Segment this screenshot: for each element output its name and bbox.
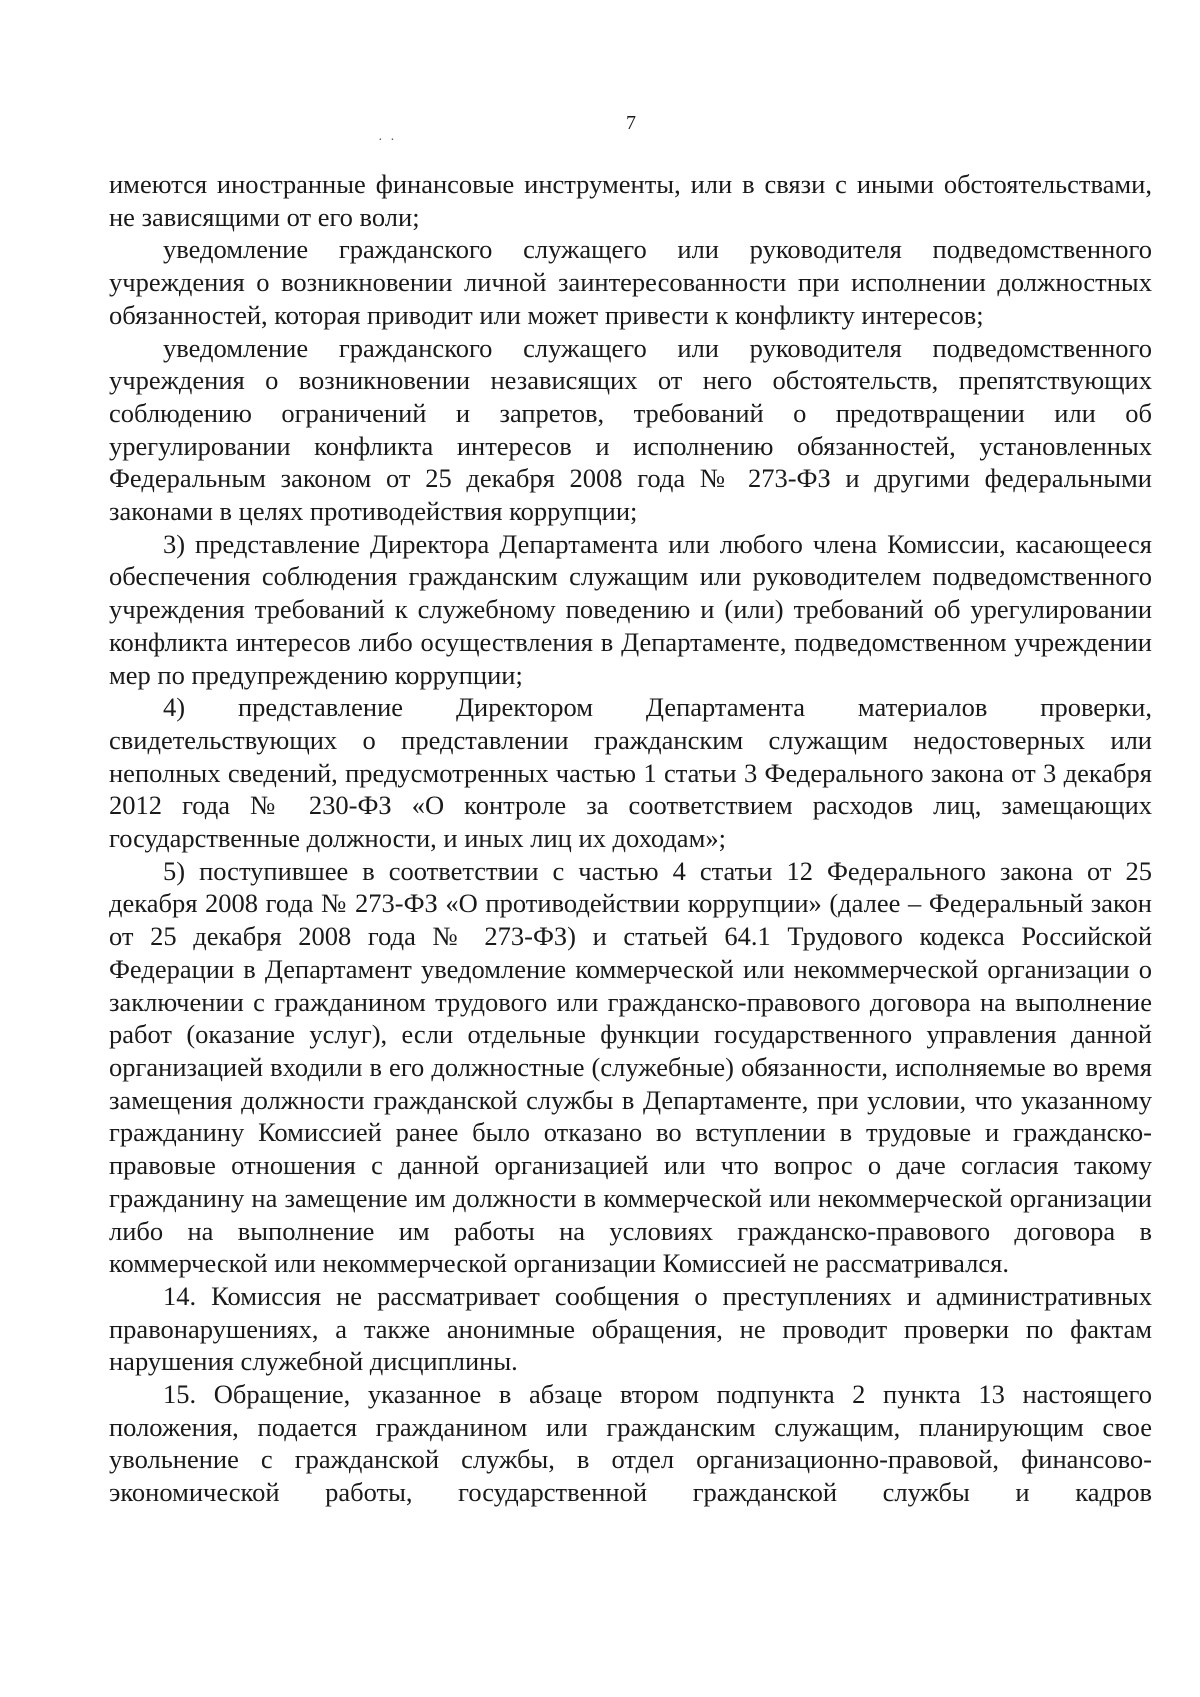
paragraph-notice-circumstances: уведомление гражданского служащего или руководителя подведомственного учреждения о возникновении независящих от него обстоятельств, препятствующих соблюдению ограничений и запретов, требований о предотвращении или об урегулировании конфликта интересов и исполнению обязанностей, установленных Федеральным законом от 25 декабря 2008 года № 273-ФЗ и другими федеральными законами в целях противодействия коррупции;: [109, 332, 1152, 527]
paragraph-item-4: 4) представление Директором Департамента материалов проверки, свидетельствующих о представлении гражданским служащим недостоверных или неполных сведений, предусмотренных частью 1 статьи 3 Федерального закона от 3 декабря 2012 года № 230-ФЗ «О контроле за соответствием расходов лиц, замещающих государственные должности, и иных лиц их доходам»;: [109, 692, 1152, 854]
paragraph-14: 14. Комиссия не рассматривает сообщения о преступлениях и административных правонарушениях, а также анонимные обращения, не проводит проверки по фактам нарушения служебной дисциплины.: [109, 1280, 1152, 1377]
paragraph-notice-personal-interest: уведомление гражданского служащего или руководителя подведомственного учреждения о возникновении личной заинтересованности при исполнении должностных обязанностей, которая приводит или может привести к конфликту интересов;: [109, 234, 1152, 330]
paragraph-item-5: 5) поступившее в соответствии с частью 4 статьи 12 Федерального закона от 25 декабря 2008 года № 273-ФЗ «О противодействии коррупции» (далее – Федеральный закон от 25 декабря 2008 года № 273-ФЗ) и статьей 64.1 Трудового кодекса Российской Федерации в Департамент уведомление коммерческой или некоммерческой организации о заключении с гражданином трудового или гражданско-правового договора на выполнение работ (оказание услуг), если отдельные функции государственного управления данной организацией входили в его должностные (служебные) обязанности, исполняемые во время замещения должности гражданской службы в Департаменте, при условии, что указанному гражданину Комиссией ранее было отказано во вступлении в трудовые и гражданско-правовые отношения с данной организацией или что вопрос о даче согласия такому гражданину на замещение им должности в коммерческой или некоммерческой организации либо на выполнение им работы на условиях гражданско-правового договора в коммерческой или некоммерческой организации Комиссией не рассматривался.: [109, 855, 1152, 1279]
document-body: [109, 168, 1152, 1509]
scan-artifact: · ·: [378, 133, 397, 148]
paragraph-15: 15. Обращение, указанное в абзаце втором подпункта 2 пункта 13 настоящего положения, подается гражданином или гражданским служащим, планирующим свое увольнение с гражданской службы, в отдел организационно-правовой, финансово-экономической работы, государственной гражданской службы и кадров: [109, 1379, 1152, 1508]
paragraph-continued: имеются иностранные финансовые инструменты, или в связи с иными обстоятельствами, не зависящими от его воли;: [109, 169, 1152, 232]
paragraph-item-3: 3) представление Директора Департамента или любого члена Комиссии, касающееся обеспечения соблюдения гражданским служащим или руководителем подведомственного учреждения требований к служебному поведению и (или) требований об урегулировании конфликта интересов либо осуществления в Департаменте, подведомственном учреждении мер по предупреждению коррупции;: [109, 528, 1152, 690]
page-number: 7: [626, 112, 636, 134]
